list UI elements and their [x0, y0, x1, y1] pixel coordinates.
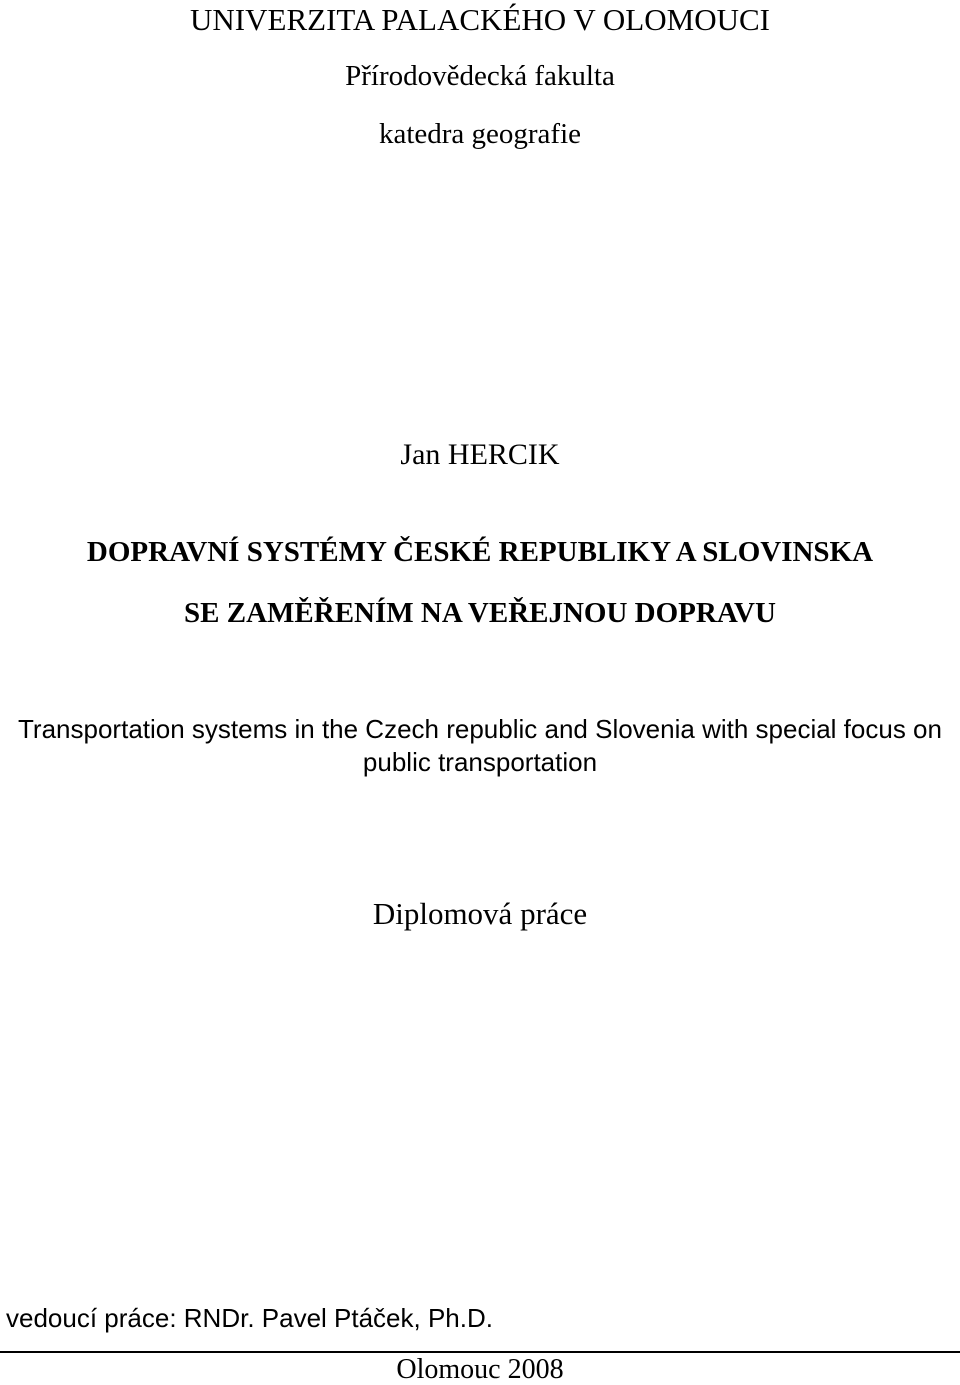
faculty-name: Přírodovědecká fakulta	[345, 60, 615, 92]
supervisor: vedoucí práce: RNDr. Pavel Ptáček, Ph.D.	[6, 1303, 493, 1333]
thesis-title-en-line-2: public transportation	[362, 747, 598, 777]
thesis-title-cz-line-2: SE ZAMĚŘENÍM NA VEŘEJNOU DOPRAVU	[184, 597, 776, 629]
footer-divider	[0, 1351, 960, 1353]
place-and-year: Olomouc 2008	[396, 1354, 564, 1385]
author-name: Jan HERCIK	[400, 438, 560, 471]
thesis-title-cz-line-1: DOPRAVNÍ SYSTÉMY ČESKÉ REPUBLIKY A SLOVINSKA	[86, 536, 874, 568]
department-name: katedra geografie	[378, 118, 582, 150]
thesis-title-en	[0, 713, 960, 779]
thesis-type: Diplomová práce	[372, 896, 588, 931]
university-name: UNIVERZITA PALACKÉHO V OLOMOUCI	[190, 2, 770, 37]
thesis-title-en-line-1: Transportation systems in the Czech republic and Slovenia with special focus on	[18, 714, 942, 744]
